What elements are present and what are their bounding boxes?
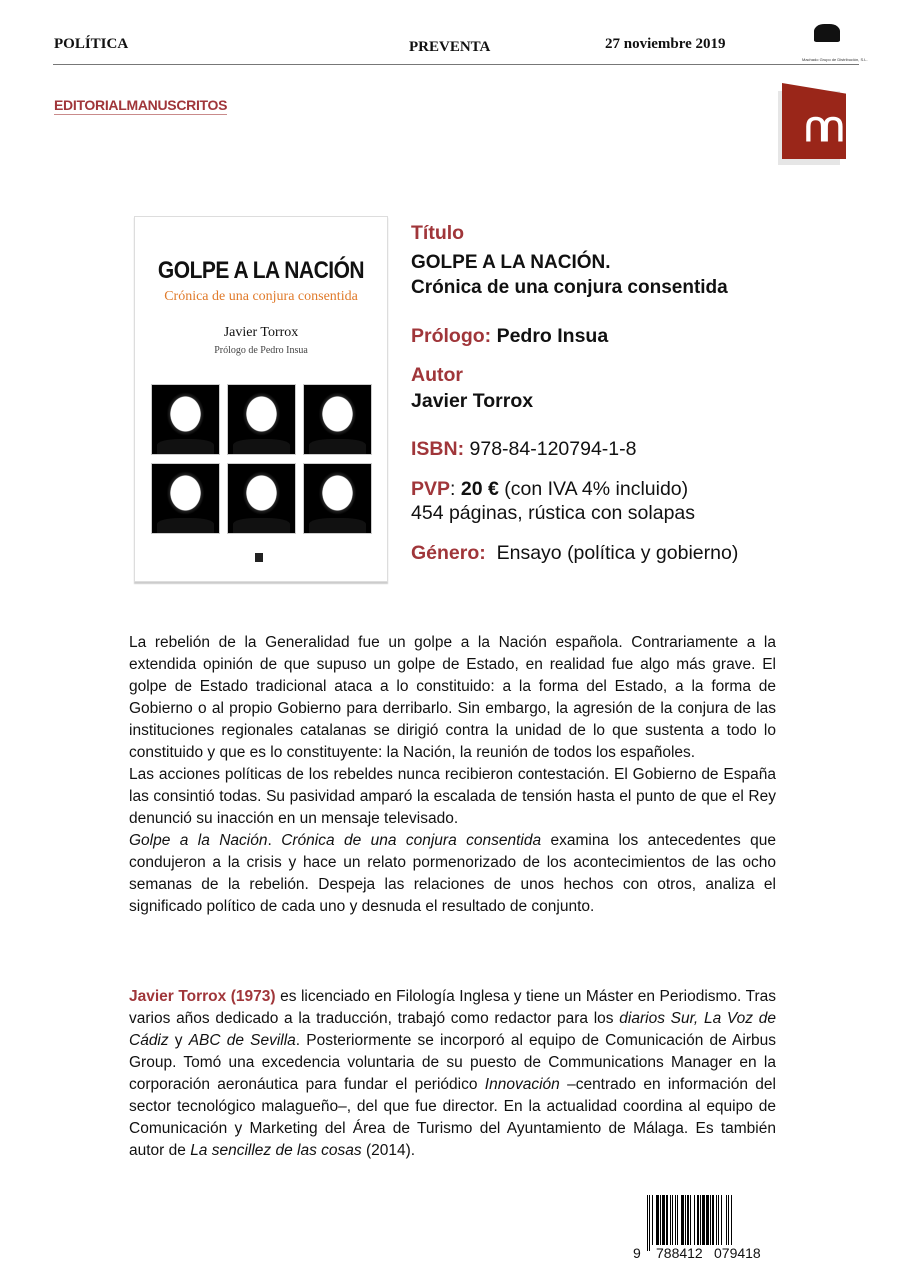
book-cover [134,216,388,582]
genre-row: Género: Ensayo (política y gobierno) [411,542,739,564]
bio-author-name: Javier Torrox (1973) [129,988,276,1005]
portrait [151,384,220,455]
title-line-2: Crónica de una conjura consentida [411,277,728,298]
isbn-barcode: 9 788412 079418 [631,1195,781,1265]
section-label: POLÍTICA [54,36,129,52]
author-label: Autor [411,364,463,386]
manuscritos-logo: ՈՈ [778,83,850,165]
header-divider [53,64,859,65]
barcode-bar [732,1195,733,1251]
author-value: Javier Torrox [411,390,534,412]
synopsis-paragraph: Las acciones políticas de los rebeldes nunca recibieron contestación. El Gobierno de España las consintió todas. Su pasividad amparó la escalada de tensión hasta el punto de que el Rey denunció su inacción en un mensaje televisado. [129,766,776,827]
date-label: 27 noviembre 2019 [605,36,726,52]
cover-subtitle: Crónica de una conjura consentida [164,289,358,304]
portrait [227,384,296,455]
cover-prologue: Prólogo de Pedro Insua [214,345,308,356]
prologue-row: Prólogo: Pedro Insua [411,325,609,347]
cover-publisher-mark [255,553,263,562]
title-label: Título [411,222,465,244]
portrait [303,384,372,455]
portrait [151,463,220,534]
cover-title: GOLPE A LA NACIÓN [157,257,365,284]
author-bio: Javier Torrox (1973) es licenciado en Filología Inglesa y tiene un Máster en Periodismo. Tras varios años dedicado a la traducción, trabajó como redactor para los diarios Sur, La Voz de Cádiz y ABC de Sevilla. Posteriormente se incorporó al equipo de Comunicación de Airbus Group. Tomó una excedencia voluntaria de su puesto de Communications Manager en la corporación aeronáutica para fundar el periódico Innovación –centrado en información del sector tecnológico malagueño–, del que fue director. En la actualidad coordina al equipo de Comunicación y Marketing del Área de Turismo del Ayuntamiento de Málaga. Es también autor de La sencillez de las cosas (2014). [129,988,777,1159]
portrait [227,463,296,534]
portrait [303,463,372,534]
synopsis-paragraph: Golpe a la Nación. Crónica de una conjura consentida examina los antecedentes que condujeron a la crisis y hace un relato pormenorizado de los acontecimientos de las ocho semanas de la rebelión. Despeja las relaciones de unos hechos con otros, analiza el significado político de cada uno y desnuda el resultado de conjunto. [129,832,776,915]
isbn-row: ISBN: 978-84-120794-1-8 [411,438,637,460]
price-row: PVP: 20 € (con IVA 4% incluido) [411,478,689,500]
title-line-1: GOLPE A LA NACIÓN. [411,252,611,273]
synopsis-paragraph: La rebelión de la Generalidad fue un golpe a la Nación española. Contrariamente a la extendida opinión de que supuso un golpe de Estado, en realidad fue algo más grave. El golpe de Estado tradicional ataca a lo constituido: a la forma del Estado, a la forma de Gobierno o al propio Gobierno para derribarlo. Sin embargo, la agresión de la conjura de las instituciones regionales catalanas se dirigió contra la unidad de lo que sustenta a todo lo constituido y que es lo constituyente: la Nación, la reunión de todos los españoles. [129,634,776,761]
pages-info: 454 páginas, rústica con solapas [411,502,696,524]
publisher-name: EDITORIALMANUSCRITOS [54,97,228,113]
status-label: PREVENTA [409,39,491,55]
synopsis [129,632,776,918]
cover-portraits [151,384,373,534]
distributor-logo: Machado Grupo de Distribución, S.L. [798,22,860,64]
cover-author: Javier Torrox [223,325,299,340]
